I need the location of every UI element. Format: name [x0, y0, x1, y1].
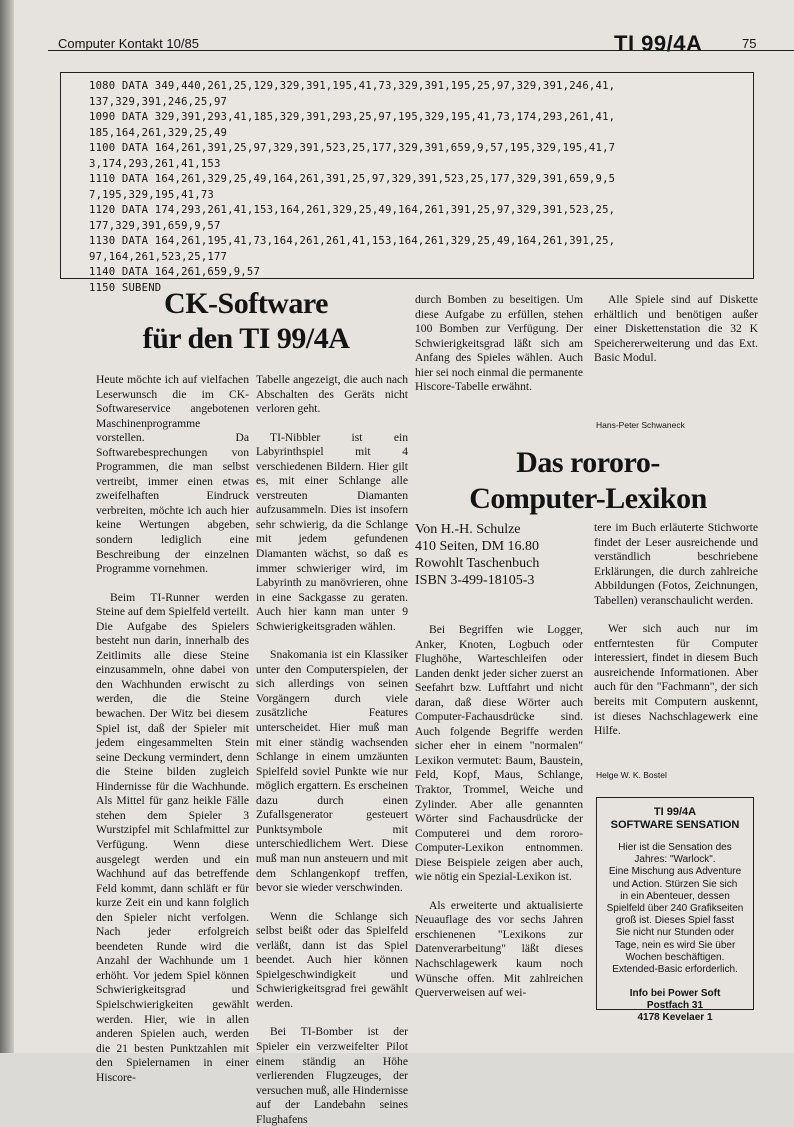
ad-body	[597, 842, 753, 976]
code-line: 3,174,293,261,41,153	[89, 157, 221, 170]
review-column	[415, 623, 583, 1001]
code-line: 1080 DATA 349,440,261,25,129,329,391,195,41,73,329,391,195,25,97,329,391,246,41,	[89, 80, 616, 92]
page-number: 75	[742, 36, 757, 51]
paragraph: Tabelle angezeigt, die auch nach Abschalten des Geräts nicht verloren geht.	[256, 373, 408, 416]
ad-body-line: Extended-Basic erforderlich.	[612, 964, 738, 976]
code-line: 1090 DATA 329,391,293,41,185,329,391,293,25,97,195,329,195,41,73,174,293,261,41,	[89, 111, 616, 123]
code-line: 1140 DATA 164,261,659,9,57	[89, 266, 261, 278]
ad-body-line: Wochen beschäftigen.	[625, 951, 725, 963]
title-line: Das rororo-	[516, 446, 660, 479]
article-title	[96, 286, 396, 356]
book-detail-line: Von H.-H. Schulze	[415, 522, 521, 537]
ad-contact-line: 4178 Kevelaer 1	[637, 1012, 713, 1024]
book-detail-line: ISBN 3-499-18105-3	[415, 573, 535, 588]
paragraph: Wenn die Schlange sich selbst beißt oder das Spielfeld verläßt, dann ist das Spiel beendet. Auch hier können Spielgeschwindigkeit und Schwierigkeitsgrad frei gewählt werden.	[256, 909, 408, 1010]
section-brand: TI 99/4A	[614, 31, 703, 56]
magazine-issue: Computer Kontakt 10/85	[58, 36, 199, 51]
header-rule	[48, 50, 794, 51]
code-line: 1150 SUBEND	[89, 281, 162, 294]
code-line: 7,195,329,195,41,73	[89, 188, 214, 201]
ad-body-line: Eine Mischung aus Adventure	[608, 866, 742, 878]
paragraph: Heute möchte ich auf vielfachen Leserwunsch die im CK-Softwareservice angebotenen Maschinenprogramme vorstellen. Da Softwarebesprechungen von Programmen, die man selbst vertreibt, immer einen etwas zweifelhaften Eindruck verbreiten, möchte ich auch hier keine Wertungen abgeben, sondern lediglich eine Beschreibung der einzelnen Programme vornehmen.	[96, 373, 249, 576]
code-line: 1130 DATA 164,261,195,41,73,164,261,261,41,153,164,261,329,25,49,164,261,391,25,	[89, 235, 616, 247]
paragraph: Snakomania ist ein Klassiker unter den Computerspielen, der sich allerdings von seinen Vorgängern durch viele zusätzliche Features unterscheidet. Hier muß man mit einer ständig wachsenden Schlange in einem umzäunten Spielfeld soviel Punkte wie nur möglich ergattern. Es erscheinen dazu durch einen Zufallsgenerator gesteuert Punktsymbole mit unterschiedlichem Wert. Diese muß man nun ansteuern und mit dem Schlangenkopf treffen, bevor sie wieder verschwinden.	[256, 648, 408, 895]
article-column	[256, 373, 408, 1127]
basic-code-listing	[60, 72, 754, 294]
paragraph: Bei TI-Bomber ist der Spieler ein verzweifelter Pilot einem ständig an Höhe verlierenden Flugzeuges, der versuchen muß, alle Hindernisse auf der Landebahn seines Flughafens	[256, 1025, 408, 1126]
code-line: 137,329,391,246,25,97	[89, 95, 228, 108]
paragraph: Beim TI-Runner werden Steine auf dem Spielfeld verteilt. Die Aufgabe des Spielers besteht nun darin, innerhalb des Zeitlimits alle diese Steine einzusammeln, ohne dabei von den Wachhunden erwischt zu werden, die die Steine bewachen. Der Witz bei diesem Spiel ist, daß der Spieler mit jedem eingesammelten Stein seine Deckung vermindert, denn die Steine bilden zugleich Hindernisse für die Wachhunde. Als Mittel für ganz heikle Fälle stehen dem Spieler 3 Wurstzipfel mit Schlafmittel zur Verfügung. Wenn diese ausgelegt werden und ein Wachhund auf das betreffende Feld kommt, dann schläft er für kurze Zeit ein und kann folglich den Spieler nicht verfolgen. Nach jeder erfolgreich beendeten Runde wird die Anzahl der Wachhunde um 1 erhöht. Vor jedem Spiel können Schwierigkeitsgrad und Spielschwierigkeiten gewählt werden. Hier, wie in allen anderen Spielen auch, werden die 21 besten Punktzahlen mit den Spielernamen in einer Hiscore-	[96, 590, 249, 1084]
ad-contact	[597, 988, 753, 1024]
author-signature: Helge W. K. Bostel	[596, 770, 667, 780]
title-line: CK-Software	[164, 287, 328, 320]
article-column	[96, 373, 249, 1085]
ad-body-line: Sie nicht nur Stunden oder	[615, 927, 735, 939]
code-line: 1120 DATA 174,293,261,41,153,164,261,329,25,49,164,261,391,25,97,329,391,523,25,	[89, 204, 616, 216]
ad-body-line: Hier ist die Sensation des	[618, 842, 732, 853]
paragraph: tere im Buch erläuterte Stichworte findet der Leser ausreichende und verständlich beschriebene Erklärungen, die durch zahlreiche Abbildungen (Fotos, Zeichnungen, Tabellen) veranschaulicht werden.	[594, 521, 758, 607]
software-advertisement	[596, 797, 754, 1024]
title-line: Computer-Lexikon	[469, 482, 707, 515]
book-detail-line: Rowohlt Taschenbuch	[415, 556, 540, 571]
ad-body-line: und Action. Stürzen Sie sich	[612, 878, 738, 890]
article-column	[594, 293, 758, 366]
paragraph: durch Bomben zu beseitigen. Um diese Aufgabe zu erfüllen, stehen 100 Bomben zur Verfügung. Der Schwierigkeitsgrad läßt sich am Anfang des Spieles wählen. Auch hier sei noch einmal die permanente Hiscore-Tabelle erwähnt.	[415, 293, 583, 394]
code-line: 177,329,391,659,9,57	[89, 219, 221, 232]
ad-contact-line: Postfach 31	[646, 1000, 704, 1012]
code-line: 185,164,261,329,25,49	[89, 126, 228, 139]
ad-body-line: Spielfeld über 240 Grafikseiten	[606, 903, 744, 915]
book-detail-line: 410 Seiten, DM 16.80	[415, 539, 540, 554]
code-line: 1110 DATA 164,261,329,25,49,164,261,391,25,97,329,391,523,25,177,329,391,659,9,5	[89, 173, 616, 185]
book-details	[415, 521, 595, 589]
paragraph: Wer sich auch nur im entferntesten für Computer interessiert, findet in diesem Buch ausreichende Informationen. Aber auch für den "Fachmann", der sich bereits mit Computern auskennt, ist dieses Nachschlagewerk eine Hilfe.	[594, 622, 758, 738]
ad-body-line: in ein Abenteuer, dessen	[620, 890, 730, 902]
code-line: 97,164,261,523,25,177	[89, 250, 228, 263]
ad-body-line: Jahres: "Warlock".	[634, 854, 716, 866]
ad-headline: SOFTWARE SENSATION	[610, 819, 740, 831]
paragraph: Als erweiterte und aktualisierte Neuauflage des vor sechs Jahren erschienenen "Lexikons zur Datenverarbeitung" läßt dieses Nachschlagewerk kaum noch Wünsche offen. Mit zahlreichen Querverweisen auf wei-	[415, 898, 583, 1000]
code-line: 1100 DATA 164,261,391,25,97,329,391,523,25,177,329,391,659,9,57,195,329,195,41,7	[89, 142, 616, 154]
paragraph: Bei Begriffen wie Logger, Anker, Knoten, Logbuch oder Flughöhe, Warteschleifen oder Landen denkt jeder sicher zuerst an Seefahrt bzw. Luftfahrt und nicht daran, daß diese Wörter auch Computer-Fachausdrücke sind. Auch folgende Begriffe werden sicher eher in einem "normalen" Lexikon vermutet: Baum, Baustein, Feld, Kopf, Maus, Schlange, Traktor, Trommel, Weiche und Zylinder. Aber alle genannten Wörter sind Fachausdrücke der Computerei und dem rororo-Computer-Lexikon entnommen. Diese Beispiele zeigen aber auch, wie nötig ein Spezial-Lexikon ist.	[415, 623, 583, 884]
title-line: für den TI 99/4A	[142, 322, 350, 355]
ad-headline: TI 99/4A	[653, 806, 697, 818]
ad-body-line: Tage, nein es wird Sie über	[614, 939, 736, 951]
review-column	[594, 521, 758, 739]
paragraph: Alle Spiele sind auf Diskette erhältlich und benötigen außer einer Diskettenstation die 32 K Speichererweiterung und das Ext. Basic Modul.	[594, 293, 758, 365]
author-signature: Hans-Peter Schwaneck	[596, 420, 685, 430]
article-column	[415, 293, 583, 395]
ad-contact-line: Info bei Power Soft	[629, 988, 721, 1000]
ad-body-line: groß ist. Dieses Spiel fasst	[615, 915, 735, 927]
review-title	[418, 445, 758, 517]
page-binding-shadow	[0, 0, 14, 1053]
paragraph: TI-Nibbler ist ein Labyrinthspiel mit 4 verschiedenen Bildern. Hier gilt es, mit einer Schlange alle verstreuten Diamanten aufzusammeln. Dies ist insofern sehr schwierig, da die Schlange mit jedem gefundenen Diamanten wächst, so daß es immer schwieriger wird, im Labyrinth zu manövrieren, ohne in eine Sackgasse zu geraten. Auch hier kann man unter 9 Schwierigkeitsgraden wählen.	[256, 430, 408, 633]
